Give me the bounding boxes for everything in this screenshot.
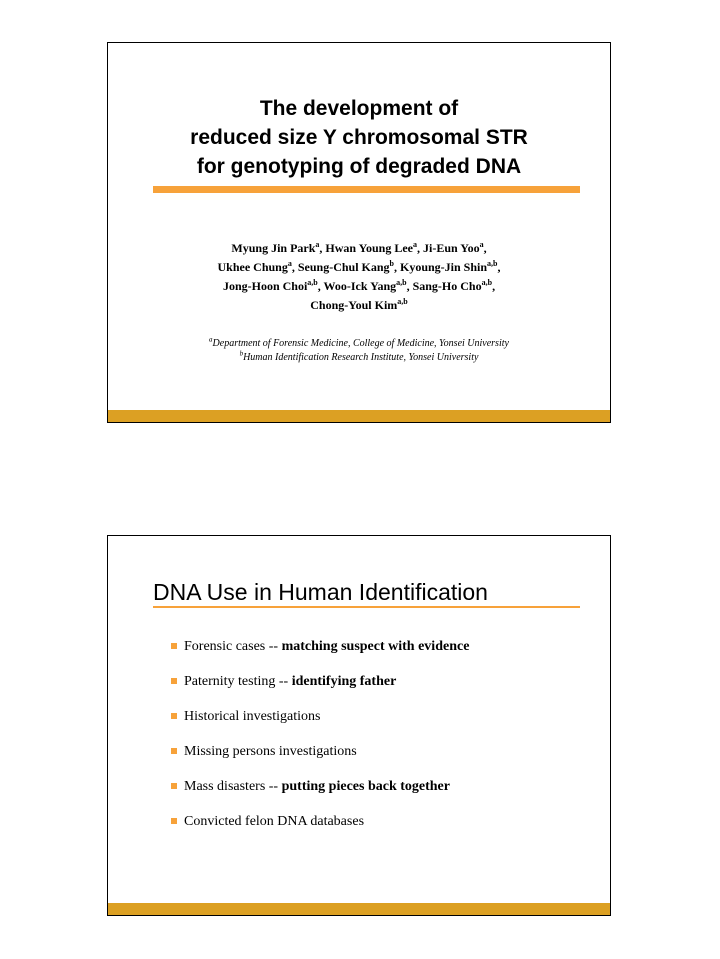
list-item bbox=[184, 707, 469, 742]
list-item bbox=[184, 812, 469, 847]
author-line-3: Jong-Hoon Choi$^{a,b}$, Woo-Ick Yang$^{a,b}$, Sang-Ho Cho$^{a,b}$, bbox=[222, 278, 496, 293]
square-bullet-icon bbox=[171, 643, 177, 649]
author-name: Hwan Young Lee bbox=[325, 241, 413, 255]
title-line-1: The development of bbox=[259, 97, 459, 120]
author-affiliation-mark: a,b bbox=[307, 278, 318, 287]
affiliation-text: Department of Forensic Medicine, College of Medicine, Yonsei University bbox=[212, 338, 509, 349]
bullet-text: Historical investigations bbox=[184, 709, 321, 724]
square-bullet-icon bbox=[171, 818, 177, 824]
affiliation-mark: a bbox=[209, 335, 213, 344]
title-line-3: for genotyping of degraded DNA bbox=[196, 155, 522, 178]
author-affiliation-mark: a bbox=[287, 259, 292, 268]
author-name: Ukhee Chung bbox=[217, 260, 288, 274]
author-name: Seung-Chul Kang bbox=[297, 260, 390, 274]
bullet-list bbox=[184, 637, 469, 847]
author-affiliation-mark: b bbox=[389, 259, 394, 268]
list-item bbox=[184, 742, 469, 777]
slide-footer-bar bbox=[108, 410, 610, 422]
title-slide bbox=[107, 42, 611, 423]
slide-title bbox=[108, 94, 610, 181]
author-name: Kyoung-Jin Shin bbox=[400, 260, 488, 274]
affiliation-text: Human Identification Research Institute, Yonsei University bbox=[243, 352, 479, 363]
slide-footer-bar bbox=[108, 903, 610, 915]
content-slide bbox=[107, 535, 611, 916]
list-item bbox=[184, 672, 469, 707]
bullet-text: Missing persons investigations bbox=[184, 744, 357, 759]
author-name: Chong-Youl Kim bbox=[310, 298, 398, 312]
square-bullet-icon bbox=[171, 713, 177, 719]
bullet-text: Paternity testing -- bbox=[184, 674, 292, 689]
title-underline-bar bbox=[153, 186, 580, 193]
author-affiliation-mark: a,b bbox=[487, 259, 498, 268]
author-name: Myung Jin Park bbox=[231, 241, 316, 255]
author-affiliation-mark: a,b bbox=[481, 278, 493, 287]
author-line-2: Ukhee Chung$^a$, Seung-Chul Kang$^b$, Kyoung-Jin Shin$^{a,b}$, bbox=[217, 259, 501, 274]
author-affiliation-mark: a,b bbox=[396, 278, 407, 287]
bullet-emphasis: matching suspect with evidence bbox=[281, 639, 470, 654]
author-affiliation-mark: a,b bbox=[397, 297, 408, 306]
author-list bbox=[108, 239, 610, 315]
affiliation-list bbox=[108, 337, 610, 365]
author-affiliation-mark: a bbox=[479, 240, 484, 249]
list-item bbox=[184, 777, 469, 812]
title-line-2: reduced size Y chromosomal STR bbox=[190, 126, 528, 149]
bullet-text: Forensic cases -- bbox=[184, 639, 282, 654]
slide-heading: DNA Use in Human Identification bbox=[153, 579, 488, 605]
affiliation-mark: b bbox=[239, 349, 244, 358]
bullet-emphasis: identifying father bbox=[291, 674, 397, 689]
author-name: Jong-Hoon Choi bbox=[222, 279, 308, 293]
author-line-4 bbox=[108, 296, 610, 315]
square-bullet-icon bbox=[171, 748, 177, 754]
bullet-text: Convicted felon DNA databases bbox=[184, 814, 365, 829]
heading-underline bbox=[153, 606, 580, 608]
affiliation-line-2 bbox=[108, 351, 610, 365]
square-bullet-icon bbox=[171, 678, 177, 684]
list-item bbox=[184, 637, 469, 672]
author-line-1: Myung Jin Park$^a$, Hwan Young Lee$^a$, Ji-Eun Yoo$^a$, bbox=[231, 240, 487, 255]
author-name: Woo-Ick Yang bbox=[323, 279, 397, 293]
author-name: Ji-Eun Yoo bbox=[423, 241, 480, 255]
bullet-emphasis: putting pieces back together bbox=[281, 779, 450, 794]
author-name: Sang-Ho Cho bbox=[412, 279, 482, 293]
bullet-text: Mass disasters -- bbox=[184, 779, 282, 794]
author-affiliation-mark: a bbox=[315, 240, 320, 249]
author-affiliation-mark: a bbox=[413, 240, 417, 249]
affiliation-line-1 bbox=[108, 337, 610, 351]
square-bullet-icon bbox=[171, 783, 177, 789]
